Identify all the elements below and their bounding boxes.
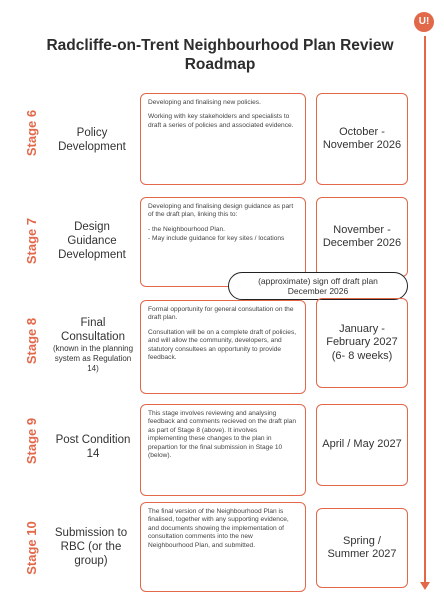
stage-6-date-line: October - bbox=[339, 125, 385, 138]
stage-7-date-line: November - bbox=[333, 223, 391, 236]
stage-6-date-line: November 2026 bbox=[322, 139, 402, 151]
stage-7-date-line: December 2026 bbox=[322, 237, 402, 249]
stage-8-desc-para: Consultation will be on a complete draft of policies, and will allow the community, developers, and statutory consultees an opportunity to provide feedback. bbox=[148, 328, 297, 362]
stage-10-name bbox=[46, 526, 136, 568]
logo-badge: U! bbox=[414, 12, 434, 32]
stage-7-desc-para: Developing and finalising design guidance as part of the draft plan, linking this to: bbox=[148, 203, 294, 219]
stage-8-date-line: (6- 8 weeks) bbox=[331, 349, 393, 362]
milestone-line-1: (approximate) sign off draft plan bbox=[258, 276, 378, 286]
stage-10-desc-para: The final version of the Neighbourhood Plan is finalised, together with any supporting evidence, and documents showing the implementation of consultation comments into the new Neighbourhood Plan, and submitted. bbox=[148, 508, 289, 549]
stage-7-name-line: Guidance bbox=[67, 235, 117, 247]
stage-6-name-line: Policy bbox=[76, 127, 108, 139]
stage-8-name bbox=[48, 316, 138, 374]
stage-7-name bbox=[52, 220, 132, 262]
stage-6-name-line: Development bbox=[58, 141, 126, 153]
stage-6-description bbox=[140, 93, 306, 185]
stage-7-name-line: Design bbox=[74, 221, 110, 233]
stage-6-desc-para: Developing and finalising new policies. bbox=[148, 99, 261, 106]
stage-8-label: Stage 8 bbox=[24, 317, 39, 365]
page-title bbox=[30, 36, 410, 74]
stage-10-date-line: Summer 2027 bbox=[327, 548, 397, 560]
stage-10-name-line: group) bbox=[74, 555, 108, 567]
stage-10-date bbox=[316, 508, 408, 588]
stage-6-label: Stage 6 bbox=[24, 109, 39, 157]
stage-6-date bbox=[316, 93, 408, 185]
stage-10-description bbox=[140, 502, 306, 592]
stage-9-name-line: Post Condition bbox=[55, 434, 131, 446]
stage-9-name bbox=[48, 433, 138, 461]
milestone-line-2: December 2026 bbox=[287, 286, 349, 296]
stage-6-name bbox=[52, 126, 132, 154]
stage-7-name-line: Development bbox=[58, 249, 126, 261]
stage-8-name-line: Consultation bbox=[61, 331, 125, 343]
stage-10-label: Stage 10 bbox=[24, 521, 39, 575]
stage-9-date bbox=[316, 404, 408, 486]
stage-10-name-line: Submission to bbox=[54, 527, 128, 539]
stage-6-desc-para: Working with key stakeholders and specialists to draft a series of policies and associated evidence. bbox=[148, 113, 294, 129]
stage-7-desc-para: - the Neighbourhood Plan. bbox=[148, 225, 225, 233]
stage-8-description bbox=[140, 300, 306, 394]
title-line-2: Roadmap bbox=[184, 56, 256, 73]
stage-9-description bbox=[140, 404, 306, 496]
stage-10-date-line: Spring / bbox=[343, 534, 381, 547]
stage-8-name-sub: (known in the planning system as Regulation 14) bbox=[52, 344, 134, 373]
stage-9-label: Stage 9 bbox=[24, 417, 39, 465]
title-line-1: Radcliffe-on-Trent Neighbourhood Plan Review bbox=[46, 37, 394, 54]
stage-7-date bbox=[316, 197, 408, 277]
stage-7-desc-para: - May include guidance for key sites / locations bbox=[148, 235, 285, 243]
stage-8-name-line: Final bbox=[80, 317, 106, 329]
stage-8-desc-para: Formal opportunity for general consultation on the draft plan. bbox=[148, 306, 294, 322]
timeline-arrow-icon bbox=[420, 582, 430, 590]
stage-9-name-line: 14 bbox=[86, 448, 100, 460]
stage-7-label: Stage 7 bbox=[24, 217, 39, 265]
stage-9-date-line: April / May 2027 bbox=[322, 438, 402, 451]
stage-9-desc-para: This stage involves reviewing and analysing feedback and comments recieved on the draft plan as part of Stage 8 (above). It involves implementing these changes to the plan in prepartion for the final submission in Stage 10 (below). bbox=[148, 410, 297, 460]
stage-10-name-line: RBC (or the bbox=[60, 541, 122, 553]
timeline-line bbox=[424, 36, 426, 586]
stage-8-date-line: January - bbox=[339, 322, 385, 335]
stage-8-date-line: February 2027 bbox=[326, 336, 398, 349]
stage-8-date bbox=[316, 298, 408, 388]
milestone-sign-off-pill bbox=[228, 272, 408, 300]
